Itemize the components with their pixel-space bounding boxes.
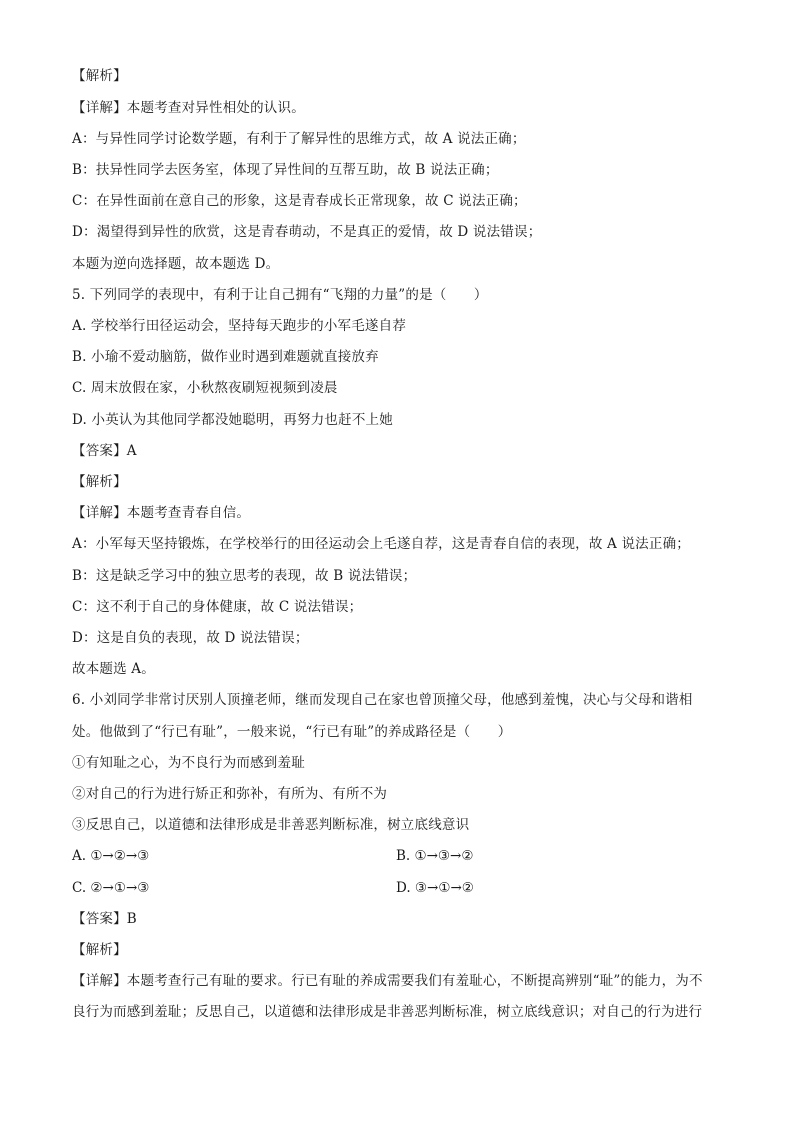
analysis-heading: 【解析】 [72,942,127,958]
question-5: 5. 下列同学的表现中，有利于让自己拥有“飞翔的力量”的是（ ） [72,287,488,303]
explanation-c: C：在异性面前在意自己的形象，这是青春成长正常现象，故 C 说法正确； [72,193,527,209]
explanation-c: C：这不利于自己的身体健康，故 C 说法错误； [72,599,363,615]
statement-3: ③反思自己，以道德和法律形成是非善恶判断标准，树立底线意识 [72,817,470,833]
question-5-option-c: C. 周末放假在家，小秋熬夜刷短视频到凌晨 [72,380,338,396]
question-6-option-c: C. ②→①→③ [72,880,150,896]
detail-text: 【详解】本题考查青春自信。 [72,505,251,521]
question-6-continued: 处。他做到了“行已有耻”，一般来说，“行已有耻”的养成路径是（ ） [72,724,512,740]
analysis-heading: 【解析】 [72,474,127,490]
answer-heading: 【答案】A [72,443,137,459]
question-5-option-d: D. 小英认为其他同学都没她聪明，再努力也赶不上她 [72,412,393,428]
explanation-b: B：这是缺乏学习中的独立思考的表现，故 B 说法错误； [72,568,417,584]
question-6-option-b: B. ①→③→② [396,848,474,864]
question-6-option-d: D. ③→①→② [396,880,474,896]
explanation-a: A：小军每天坚持锻炼，在学校举行的田径运动会上毛遂自荐，这是青春自信的表现，故 A 说法正确； [72,536,690,552]
statement-1: ①有知耻之心，为不良行为而感到羞耻 [72,755,305,771]
question-5-option-b: B. 小瑜不爱动脑筋，做作业时遇到难题就直接放弃 [72,349,379,365]
question-6-option-a: A. ①→②→③ [72,848,150,864]
statement-2: ②对自己的行为进行矫正和弥补，有所为、有所不为 [72,786,388,802]
explanation-d: D：渴望得到异性的欣赏，这是青春萌动，不是真正的爱情，故 D 说法错误； [72,224,542,240]
detail-text: 【详解】本题考查对异性相处的认识。 [72,100,305,116]
question-6: 6. 小刘同学非常讨厌别人顶撞老师，继而发现自己在家也曾顶撞父母，他感到羞愧，决心与父母和谐相 [72,692,693,708]
options-row [72,846,722,866]
conclusion: 故本题选 A。 [72,661,155,677]
explanation-b: B：扶异性同学去医务室，体现了异性间的互帮互助，故 B 说法正确； [72,162,499,178]
detail-text-continued: 良行为而感到羞耻；反思自己，以道德和法律形成是非善恶判断标准，树立底线意识；对自己的行为进行 [72,1004,703,1020]
question-5-option-a: A. 学校举行田径运动会，坚持每天跑步的小军毛遂自荐 [72,318,407,334]
detail-text: 【详解】本题考查行己有耻的要求。行已有耻的养成需要我们有羞耻心，不断提高辨别“耻”的能力，为不 [72,973,703,989]
explanation-a: A：与异性同学讨论数学题，有利于了解异性的思维方式，故 A 说法正确； [72,131,526,147]
conclusion: 本题为逆向选择题，故本题选 D。 [72,256,280,272]
options-row [72,878,722,898]
answer-heading: 【答案】B [72,911,137,927]
explanation-d: D：这是自负的表现，故 D 说法错误； [72,630,309,646]
analysis-heading: 【解析】 [72,68,127,84]
